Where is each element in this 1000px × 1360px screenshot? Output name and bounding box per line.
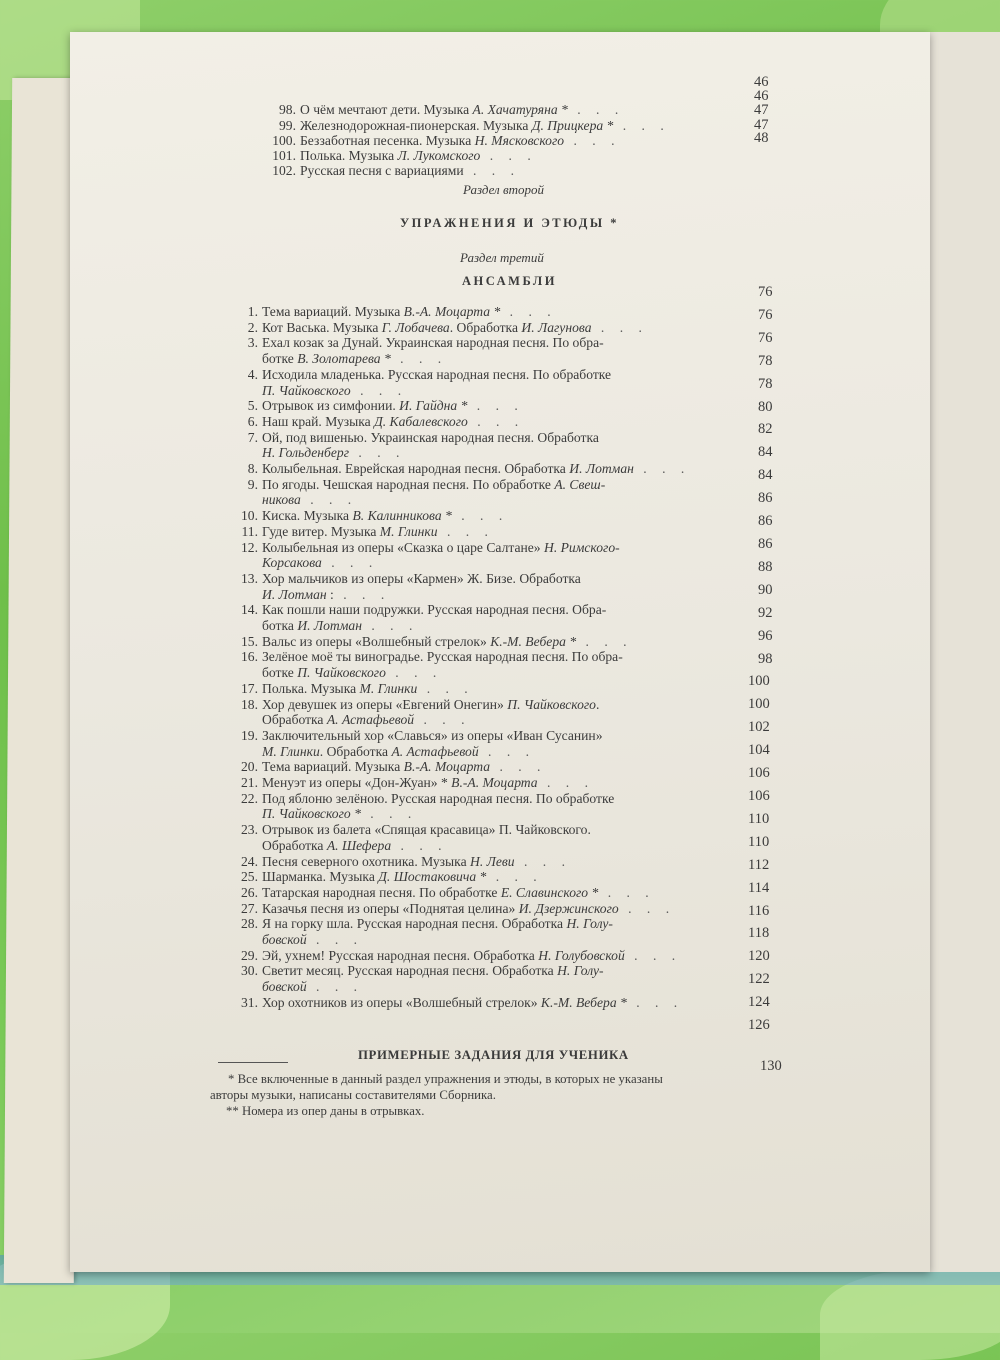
dot-leader: . . . <box>437 523 494 539</box>
dot-leader: . . . <box>390 351 448 367</box>
item-number: 23. <box>241 822 258 838</box>
item-title: Тема вариаций. Музыка В.-А. Моцарта . . . <box>262 759 547 775</box>
page-number: 100 <box>748 673 770 690</box>
dot-leader: . . . <box>349 445 406 461</box>
item-number: 9. <box>247 476 258 492</box>
page-number: 88 <box>758 558 773 575</box>
dot-leader: . . . <box>486 869 543 885</box>
page-number: 76 <box>758 306 773 323</box>
page-number: 116 <box>748 902 770 919</box>
item-number: 102. <box>272 163 296 178</box>
page-number: 76 <box>758 329 773 346</box>
item-number: 30. <box>241 963 258 979</box>
page-number: 80 <box>758 398 773 415</box>
item-title: Русская песня с вариациями . . . <box>300 163 520 178</box>
item-title: Наш край. Музыка Д. Кабалевского . . . <box>262 413 525 429</box>
item-number: 6. <box>247 413 258 429</box>
tasks-page-number: 130 <box>760 1058 782 1074</box>
page-number: 104 <box>748 742 770 759</box>
item-title: ботке П. Чайковского . . . <box>262 665 443 681</box>
item-number: 11. <box>241 523 258 539</box>
item-title: Беззаботная песенка. Музыка Н. Мясковского . . . <box>300 133 621 148</box>
item-number: 20. <box>241 759 258 775</box>
page-number: 102 <box>748 719 770 736</box>
dot-leader: . . . <box>467 413 525 429</box>
item-title: Обработка А. Астафьевой . . . <box>262 712 471 728</box>
page-number: 82 <box>758 421 773 438</box>
item-title: никова . . . <box>262 492 358 508</box>
item-number: 7. <box>247 429 258 445</box>
item-title: Ехал козак за Дунай. Украинская народная песня. По обра- <box>262 335 604 351</box>
item-author: Д. Прицкера * <box>531 118 614 133</box>
page-number: 106 <box>748 788 770 804</box>
dot-leader: . . . <box>414 712 471 728</box>
page-number: 100 <box>748 696 770 713</box>
item-number: 12. <box>241 539 258 555</box>
page-number: 90 <box>758 581 773 598</box>
dot-leader: . . . <box>300 492 358 508</box>
item-number: 27. <box>241 900 258 916</box>
dot-leader: . . . <box>564 133 621 148</box>
page-number: 98 <box>758 650 773 667</box>
dot-leader: . . . <box>463 163 520 178</box>
item-title: Татарская народная песня. По обработке Е. Славинского * . . . <box>262 884 655 900</box>
item-number: 18. <box>241 696 258 712</box>
dot-leader: . . . <box>417 680 474 696</box>
item-title: Хор мальчиков из оперы «Кармен» Ж. Бизе. Обработка <box>262 570 581 586</box>
item-number: 31. <box>241 994 258 1010</box>
item-title: Под яблоню зелёною. Русская народная песня. По обработке <box>262 790 615 806</box>
dot-leader: . . . <box>360 806 418 822</box>
item-title: Отрывок из балета «Спящая красавица» П. Чайковского. <box>262 822 591 838</box>
item-number: 22. <box>241 790 258 806</box>
dot-leader: . . . <box>321 555 379 571</box>
item-title: Зелёное моё ты виноградье. Русская народная песня. По обра- <box>262 649 623 665</box>
item-title: Отрывок из симфонии. И. Гайдна * . . . <box>262 398 524 414</box>
item-title: По ягоды. Чешская народная песня. По обработке А. Свеш- <box>262 476 606 492</box>
page-number: 84 <box>758 467 773 484</box>
item-title: О чём мечтают дети. Музыка А. Хачатуряна * . . . <box>300 102 625 117</box>
page-number: 86 <box>758 536 773 552</box>
item-title: Вальс из оперы «Волшебный стрелок» К.-М. Вебера * . . . <box>262 633 633 649</box>
item-title: Эй, ухнем! Русская народная песня. Обработка Н. Голубовской . . . <box>262 947 682 963</box>
item-number: 24. <box>241 853 258 869</box>
item-title: Казачья песня из оперы «Поднятая целина» И. Дзержинского . . . <box>262 900 676 916</box>
dot-leader: . . . <box>613 118 670 133</box>
footnote-2: ** Номера из опер даны в отрывках. <box>226 1104 425 1118</box>
item-title: Колыбельная из оперы «Сказка о царе Салтане» Н. Римского- <box>262 539 620 555</box>
item-title: Кот Васька. Музыка Г. Лобачева. Обработка И. Лагунова . . . <box>262 319 648 335</box>
item-number: 8. <box>247 461 258 476</box>
item-number: 2. <box>247 319 258 335</box>
page-number: 106 <box>748 765 770 782</box>
page-number: 48 <box>754 130 769 146</box>
item-title: М. Глинки. Обработка А. Астафьевой . . . <box>262 743 536 759</box>
item-number: 1. <box>247 304 258 319</box>
item-number: 16. <box>241 649 258 665</box>
item-author: Л. Лукомского <box>397 148 481 163</box>
dot-leader: . . . <box>451 508 509 524</box>
dot-leader: . . . <box>385 665 443 681</box>
item-title: Полька. Музыка М. Глинки . . . <box>262 680 474 696</box>
item-title: Железнодорожная-пионерская. Музыка Д. Прицкера * . . . <box>300 118 670 133</box>
dot-leader: . . . <box>537 775 594 790</box>
dot-leader: . . . <box>624 947 682 963</box>
dot-leader: . . . <box>591 319 648 335</box>
item-title: Заключительный хор «Славься» из оперы «Иван Сусанин» <box>262 727 603 743</box>
item-number: 3. <box>247 335 258 351</box>
next-page-edge <box>920 32 1000 1272</box>
footnote-1-cont: авторы музыки, написаны составителями Сборника. <box>210 1088 496 1102</box>
footnote-1: * Все включенные в данный раздел упражнения и этюды, в которых не указаны <box>228 1072 663 1086</box>
item-number: 19. <box>241 727 258 743</box>
page-number: 84 <box>758 444 773 461</box>
item-number: 98. <box>279 102 296 117</box>
item-number: 17. <box>241 680 258 696</box>
page-number: 92 <box>758 604 773 621</box>
page-number: 46 <box>754 88 769 104</box>
page-number: 78 <box>758 352 773 369</box>
page-number: 76 <box>758 284 773 300</box>
dot-leader: . . . <box>576 633 633 649</box>
item-title: Шарманка. Музыка Д. Шостаковича * . . . <box>262 869 543 885</box>
item-number: 10. <box>241 508 258 524</box>
item-title: Тема вариаций. Музыка В.-А. Моцарта * . . . <box>262 304 557 319</box>
item-title: Я на горку шла. Русская народная песня. Обработка Н. Голу- <box>262 916 613 932</box>
item-title: Хор девушек из оперы «Евгений Онегин» П. Чайковского. <box>262 696 600 712</box>
section-2-title: УПРАЖНЕНИЯ И ЭТЮДЫ * <box>400 216 620 230</box>
dot-leader: . . . <box>480 148 537 163</box>
item-title: Полька. Музыка Л. Лукомского . . . <box>300 148 537 163</box>
item-number: 100. <box>272 133 296 148</box>
section-2-label: Раздел второй <box>463 182 544 197</box>
item-number: 15. <box>241 633 258 649</box>
dot-leader: . . . <box>618 900 676 916</box>
tasks-heading: ПРИМЕРНЫЕ ЗАДАНИЯ ДЛЯ УЧЕНИКА <box>358 1048 629 1062</box>
item-title: Н. Гольденберг . . . <box>262 445 406 461</box>
item-title: Корсакова . . . <box>262 555 379 571</box>
item-title: Гуде витер. Музыка М. Глинки . . . <box>262 523 494 539</box>
item-title: Светит месяц. Русская народная песня. Обработка Н. Голу- <box>262 963 604 979</box>
page-number: 126 <box>748 1017 770 1034</box>
page-number: 96 <box>758 627 773 644</box>
page-number: 78 <box>758 375 773 392</box>
dot-leader: . . . <box>333 586 391 602</box>
dot-leader: . . . <box>467 398 524 414</box>
item-title: И. Лотман : . . . <box>262 586 391 602</box>
item-number: 21. <box>241 775 258 790</box>
dot-leader: . . . <box>598 884 655 900</box>
item-number: 99. <box>279 118 296 133</box>
item-title: бовской . . . <box>262 932 364 947</box>
page-number: 46 <box>754 74 769 90</box>
item-author: А. Хачатуряна * <box>472 102 568 117</box>
item-number: 25. <box>241 869 258 885</box>
item-title: Обработка А. Шефера . . . <box>262 837 448 853</box>
item-number: 101. <box>272 148 296 163</box>
item-title: Исходила младенька. Русская народная песня. По обработке <box>262 366 612 382</box>
item-number: 13. <box>241 570 258 586</box>
item-number: 4. <box>247 366 258 382</box>
page-number: 86 <box>758 490 773 507</box>
section-3-label: Раздел третий <box>460 250 544 265</box>
section-3-title: АНСАМБЛИ <box>462 274 557 288</box>
page-number: 120 <box>748 948 770 965</box>
page-number: 112 <box>748 856 770 873</box>
dot-leader: . . . <box>391 837 448 853</box>
contents-page <box>70 32 930 1272</box>
dot-leader: . . . <box>478 743 536 759</box>
page-number: 110 <box>748 810 770 827</box>
page-number: 114 <box>748 879 770 896</box>
item-number: 26. <box>241 884 258 900</box>
item-title: Ой, под вишенью. Украинская народная песня. Обработка <box>262 429 599 445</box>
page-number: 118 <box>748 925 770 942</box>
dot-leader: . . . <box>567 102 625 117</box>
item-title: ботке В. Золотарева * . . . <box>262 351 448 367</box>
item-title: бовской . . . <box>262 979 364 995</box>
page-number: 47 <box>754 117 769 133</box>
page-number: 122 <box>748 971 770 988</box>
item-title: Как пошли наши подружки. Русская народная песня. Обра- <box>262 602 607 618</box>
item-title: Менуэт из оперы «Дон-Жуан» * В.-А. Моцарта . . . <box>262 775 594 790</box>
item-title: П. Чайковского . . . <box>262 382 408 398</box>
item-title: Колыбельная. Еврейская народная песня. Обработка И. Лотман . . . <box>262 461 691 476</box>
item-number: 5. <box>247 398 258 414</box>
item-title: Киска. Музыка В. Калинникова * . . . <box>262 508 509 524</box>
dot-leader: . . . <box>490 759 547 775</box>
footnote-rule <box>218 1062 288 1063</box>
item-title: П. Чайковского * . . . <box>262 806 418 822</box>
dot-leader: . . . <box>626 994 684 1010</box>
item-number: 14. <box>241 602 258 618</box>
item-title: ботка И. Лотман . . . <box>262 618 419 633</box>
page-number: 110 <box>748 833 770 850</box>
dot-leader: . . . <box>350 382 408 398</box>
page-number: 86 <box>758 513 773 530</box>
item-title: Хор охотников из оперы «Волшебный стрелок» К.-М. Вебера * . . . <box>262 994 684 1010</box>
item-number: 28. <box>241 916 258 932</box>
dot-leader: . . . <box>306 979 364 995</box>
page-number: 124 <box>748 994 770 1011</box>
item-title: Песня северного охотника. Музыка Н. Леви . . . <box>262 853 571 869</box>
item-author: Н. Мясковского <box>474 133 565 148</box>
dot-leader: . . . <box>306 932 364 947</box>
dot-leader: . . . <box>361 618 419 633</box>
dot-leader: . . . <box>500 304 557 319</box>
item-number: 29. <box>241 947 258 963</box>
dot-leader: . . . <box>514 853 571 869</box>
page-number: 47 <box>754 102 769 118</box>
dot-leader: . . . <box>633 461 691 476</box>
